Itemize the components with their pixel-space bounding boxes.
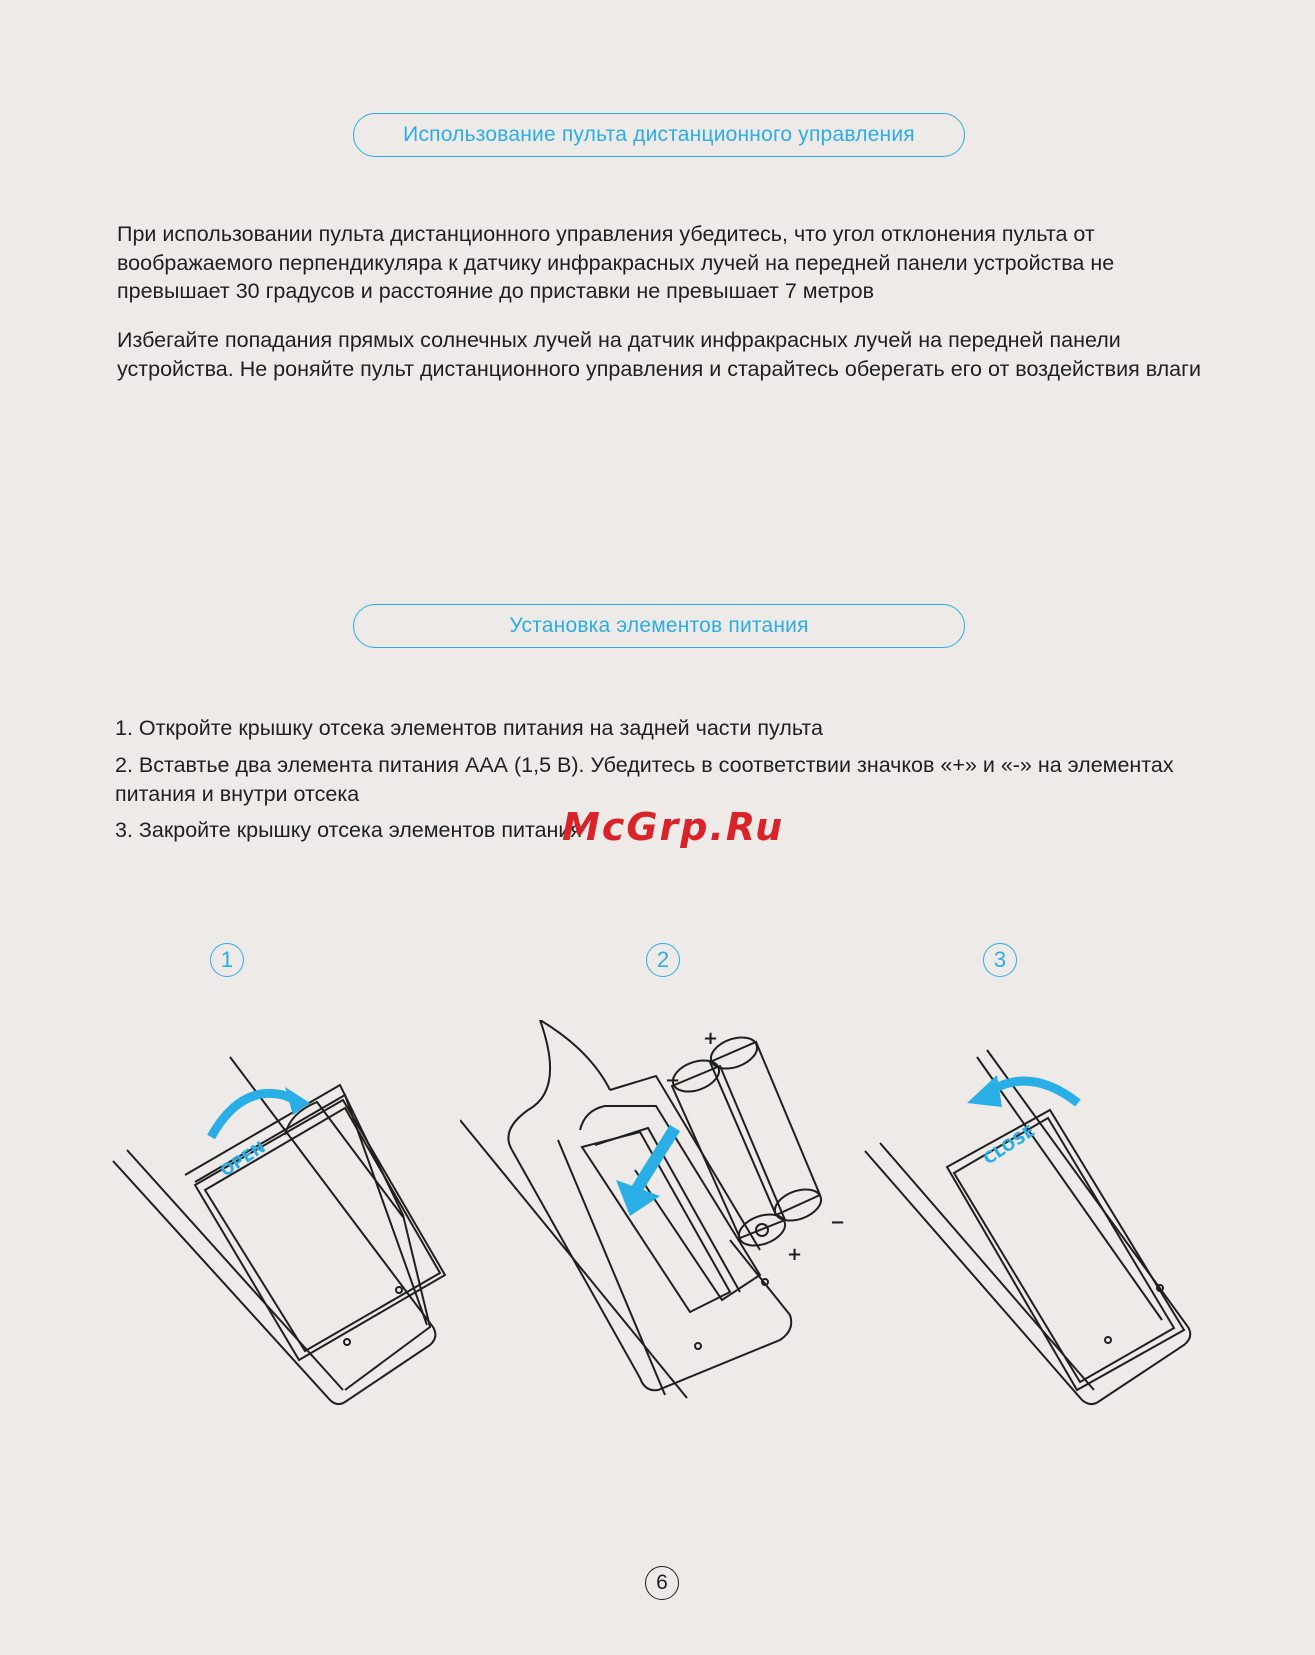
step-2-text: 2. Вставтье два элемента питания ААА (1,5 В). Убедитесь в соответствии значков «+» и «-» на элементах питания и внутри отсека bbox=[115, 753, 1174, 806]
section-title-remote-usage bbox=[353, 113, 965, 157]
battery-minus-bottom: − bbox=[830, 1212, 846, 1233]
step-3-text: 3. Закройте крышку отсека элементов питания bbox=[115, 818, 583, 842]
watermark: McGrp.Ru bbox=[562, 805, 785, 849]
paragraph-remote-angle: При использовании пульта дистанционного управления убедитесь, что угол отклонения пульта от воображаемого перпендикуляра к датчику инфракрасных лучей на передней панели устройства не превышает 30 градусов и расстояние до приставки не превышает 7 метров bbox=[117, 222, 1115, 303]
remote-close-illustration bbox=[862, 1045, 1207, 1410]
step-1-text: 1. Откройте крышку отсека элементов питания на задней части пульта bbox=[115, 716, 823, 740]
page-number: 6 bbox=[645, 1566, 679, 1600]
battery-minus-top: − bbox=[665, 1070, 681, 1091]
figure-3-number: 3 bbox=[983, 943, 1017, 977]
battery-plus-bottom: + bbox=[787, 1244, 803, 1265]
remote-open-illustration bbox=[105, 1045, 450, 1410]
section-title-battery-install bbox=[353, 604, 965, 648]
figure-2-number: 2 bbox=[646, 943, 680, 977]
figure-1-open-label: OPEN bbox=[216, 1137, 269, 1181]
battery-plus-top: + bbox=[703, 1028, 719, 1049]
figure-1-number: 1 bbox=[210, 943, 244, 977]
figure-3-close-label: CLOSE bbox=[979, 1121, 1039, 1169]
paragraph-remote-care: Избегайте попадания прямых солнечных лучей на датчик инфракрасных лучей на передней панели устройства. Не роняйте пульт дистанционного управления и старайтесь оберегать его от воздействия влаги bbox=[117, 328, 1201, 381]
section-title-text: Использование пульта дистанционного управления bbox=[403, 123, 915, 146]
section-title-text: Установка элементов питания bbox=[509, 614, 809, 637]
battery-insert-illustration bbox=[460, 1020, 850, 1410]
